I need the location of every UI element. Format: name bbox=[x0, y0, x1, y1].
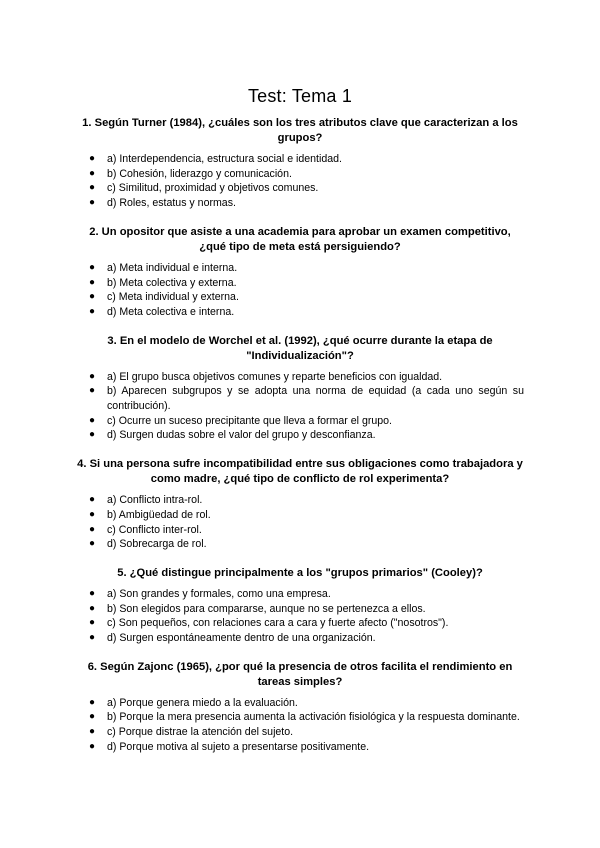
options-list bbox=[76, 587, 524, 646]
option-text: c) Son pequeños, con relaciones cara a cara y fuerte afecto ("nosotros"). bbox=[107, 617, 449, 630]
option-text: b) Cohesión, liderazgo y comunicación. bbox=[107, 167, 292, 180]
bullet-icon: ● bbox=[89, 587, 96, 599]
option-c bbox=[76, 725, 524, 740]
question-text: 4. Si una persona sufre incompatibilidad entre sus obligaciones como trabajadora y como madre, ¿qué tipo de conflicto de rol experimenta? bbox=[77, 458, 523, 486]
bullet-icon: ● bbox=[89, 711, 96, 723]
bullet-icon: ● bbox=[89, 197, 96, 209]
bullet-icon: ● bbox=[89, 291, 96, 303]
bullet-icon: ● bbox=[89, 523, 96, 535]
option-text: b) Son elegidos para compararse, aunque no se pertenezca a ellos. bbox=[107, 602, 426, 615]
option-text: c) Porque distrae la atención del sujeto. bbox=[107, 726, 294, 739]
option-b bbox=[76, 602, 524, 617]
option-d bbox=[76, 305, 524, 320]
option-text: b) Porque la mera presencia aumenta la activación fisiológica y la respuesta dominante. bbox=[107, 711, 520, 724]
option-text: a) Son grandes y formales, como una empresa. bbox=[107, 587, 331, 600]
options-list bbox=[76, 493, 524, 552]
option-d bbox=[76, 196, 524, 211]
option-a bbox=[76, 587, 524, 602]
options-list bbox=[76, 370, 524, 444]
options-list bbox=[76, 152, 524, 211]
bullet-icon: ● bbox=[89, 261, 96, 273]
bullet-icon: ● bbox=[89, 602, 96, 614]
option-text: d) Surgen dudas sobre el valor del grupo y desconfianza. bbox=[107, 429, 376, 442]
option-text: c) Conflicto inter-rol. bbox=[107, 523, 202, 536]
bullet-icon: ● bbox=[89, 429, 96, 441]
bullet-icon: ● bbox=[89, 538, 96, 550]
bullet-icon: ● bbox=[89, 617, 96, 629]
option-c bbox=[76, 414, 524, 429]
option-text: a) Meta individual e interna. bbox=[107, 261, 238, 274]
option-b bbox=[76, 384, 524, 413]
question-text: 2. Un opositor que asiste a una academia para aprobar un examen competitivo, ¿qué tipo de meta está persiguiendo? bbox=[89, 225, 511, 253]
option-text: c) Similitud, proximidad y objetivos comunes. bbox=[107, 182, 319, 195]
question-text: 6. Según Zajonc (1965), ¿por qué la presencia de otros facilita el rendimiento en tareas simples? bbox=[87, 660, 513, 688]
option-b bbox=[76, 710, 524, 725]
option-c bbox=[76, 616, 524, 631]
question-4 bbox=[76, 457, 524, 552]
option-text: d) Porque motiva al sujeto a presentarse positivamente. bbox=[107, 740, 370, 753]
option-text: d) Roles, estatus y normas. bbox=[107, 197, 236, 210]
option-a bbox=[76, 261, 524, 276]
option-text: b) Meta colectiva y externa. bbox=[107, 276, 237, 289]
bullet-icon: ● bbox=[89, 276, 96, 288]
option-c bbox=[76, 181, 524, 196]
option-c bbox=[76, 523, 524, 538]
question-2 bbox=[76, 225, 524, 320]
option-a bbox=[76, 370, 524, 385]
option-text: a) Interdependencia, estructura social e identidad. bbox=[107, 153, 342, 165]
option-text: d) Sobrecarga de rol. bbox=[107, 538, 207, 551]
question-5 bbox=[76, 566, 524, 646]
options-list bbox=[76, 696, 524, 755]
option-d bbox=[76, 631, 524, 646]
question-text: 3. En el modelo de Worchel et al. (1992), ¿qué ocurre durante la etapa de "Individualización"? bbox=[107, 334, 493, 362]
option-text: d) Surgen espontáneamente dentro de una organización. bbox=[107, 632, 376, 645]
option-a bbox=[76, 493, 524, 508]
option-a bbox=[76, 696, 524, 711]
bullet-icon: ● bbox=[89, 167, 96, 179]
question-text: 5. ¿Qué distingue principalmente a los "grupos primarios" (Cooley)? bbox=[117, 566, 483, 579]
option-text: c) Meta individual y externa. bbox=[107, 291, 239, 304]
option-b bbox=[76, 508, 524, 523]
option-a bbox=[76, 152, 524, 167]
option-text: a) El grupo busca objetivos comunes y reparte beneficios con igualdad. bbox=[107, 370, 443, 383]
bullet-icon: ● bbox=[89, 414, 96, 426]
options-list bbox=[76, 261, 524, 320]
option-text: a) Porque genera miedo a la evaluación. bbox=[107, 696, 298, 709]
page-title: Test: Tema 1 bbox=[247, 86, 353, 106]
option-d bbox=[76, 537, 524, 552]
option-text: b) Aparecen subgrupos y se adopta una norma de equidad (a cada uno según su contribución). bbox=[107, 385, 524, 413]
question-text: 1. Según Turner (1984), ¿cuáles son los tres atributos clave que caracterizan a los grupos? bbox=[82, 117, 518, 144]
bullet-icon: ● bbox=[89, 494, 96, 506]
bullet-icon: ● bbox=[89, 508, 96, 520]
option-b bbox=[76, 276, 524, 291]
option-b bbox=[76, 167, 524, 182]
option-text: c) Ocurre un suceso precipitante que lleva a formar el grupo. bbox=[107, 414, 392, 427]
bullet-icon: ● bbox=[89, 726, 96, 738]
option-c bbox=[76, 290, 524, 305]
bullet-icon: ● bbox=[89, 696, 96, 708]
bullet-icon: ● bbox=[89, 182, 96, 194]
bullet-icon: ● bbox=[89, 370, 96, 382]
option-d bbox=[76, 428, 524, 443]
question-1 bbox=[76, 116, 524, 211]
question-3 bbox=[76, 334, 524, 444]
bullet-icon: ● bbox=[89, 305, 96, 317]
question-6 bbox=[76, 660, 524, 755]
bullet-icon: ● bbox=[89, 385, 96, 397]
bullet-icon: ● bbox=[89, 740, 96, 752]
bullet-icon: ● bbox=[89, 632, 96, 644]
option-text: d) Meta colectiva e interna. bbox=[107, 305, 235, 318]
option-d bbox=[76, 740, 524, 755]
option-text: a) Conflicto intra-rol. bbox=[107, 494, 203, 507]
option-text: b) Ambigüedad de rol. bbox=[107, 508, 211, 521]
bullet-icon: ● bbox=[89, 153, 96, 164]
